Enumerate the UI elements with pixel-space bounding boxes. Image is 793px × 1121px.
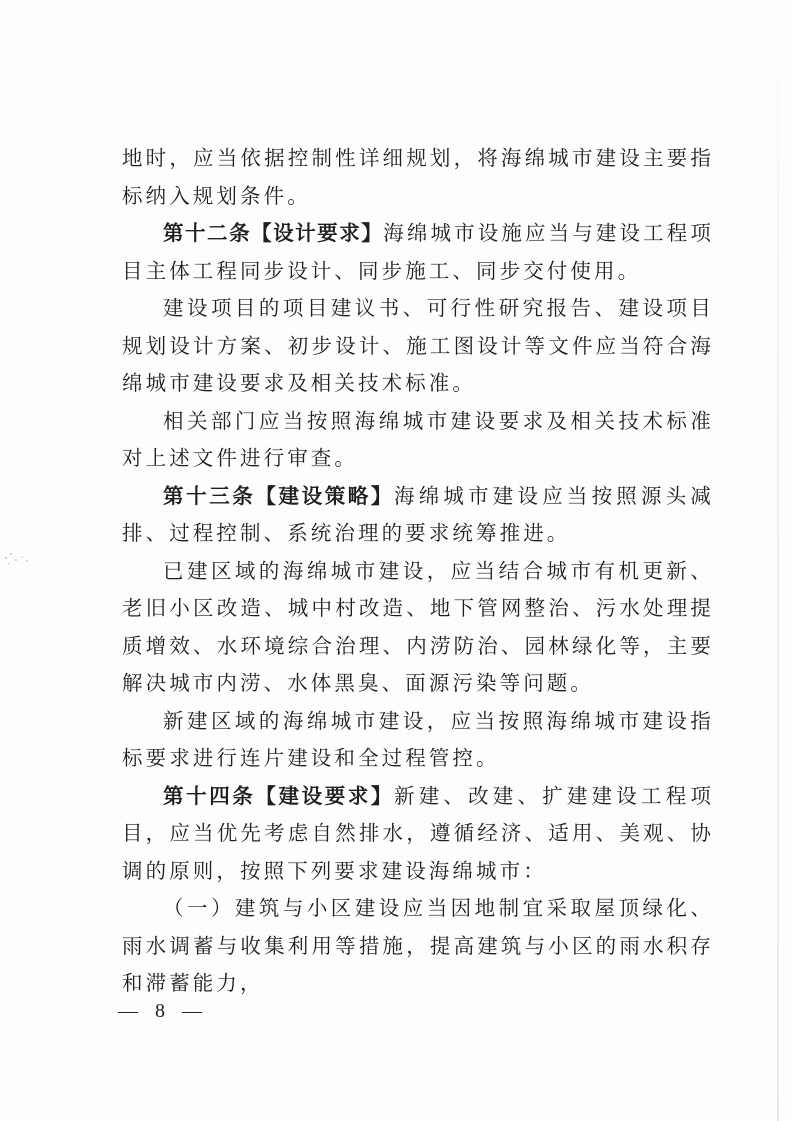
paragraph-text: 相关部门应当按照海绵城市建设要求及相关技术标准对上述文件进行审查。 bbox=[122, 408, 714, 470]
scan-speckle-mark bbox=[2, 548, 32, 578]
paragraph-review bbox=[122, 403, 714, 478]
article-13-heading: 第十三条【建设策略】 bbox=[163, 483, 394, 508]
article-14-text: 新建、改建、扩建建设工程项目，应当优先考虑自然排水，遵循经济、适用、美观、协调的原则，按照下列要求建设海绵城市： bbox=[122, 783, 714, 883]
paragraph-new-areas bbox=[122, 703, 714, 778]
article-12-paragraph bbox=[122, 215, 714, 290]
scan-edge-shadow bbox=[777, 0, 779, 1121]
paragraph-design-documents bbox=[122, 290, 714, 403]
paragraph-item-1 bbox=[122, 890, 714, 1003]
article-13-text: 海绵城市建设应当按照源头减排、过程控制、系统治理的要求统筹推进。 bbox=[122, 483, 714, 545]
article-13-paragraph bbox=[122, 478, 714, 553]
article-12-text: 海绵城市设施应当与建设工程项目主体工程同步设计、同步施工、同步交付使用。 bbox=[122, 221, 715, 283]
paragraph-existing-areas bbox=[122, 553, 714, 703]
paragraph-text: 已建区域的海绵城市建设，应当结合城市有机更新、老旧小区改造、城中村改造、地下管网整治、污水处理提质增效、水环境综合治理、内涝防治、园林绿化等，主要解决城市内涝、水体黑臭、面源污染等问题。 bbox=[122, 558, 714, 695]
paragraph-text: 新建区域的海绵城市建设，应当按照海绵城市建设指标要求进行连片建设和全过程管控。 bbox=[122, 708, 714, 770]
article-12-heading: 第十二条【设计要求】 bbox=[163, 221, 384, 245]
document-body bbox=[122, 140, 714, 1003]
paragraph-text: （一）建筑与小区建设应当因地制宜采取屋顶绿化、雨水调蓄与收集利用等措施，提高建筑与小区的雨水积存和滞蓄能力， bbox=[122, 896, 714, 995]
paragraph-text: 建设项目的项目建议书、可行性研究报告、建设项目规划设计方案、初步设计、施工图设计等文件应当符合海绵城市建设要求及相关技术标准。 bbox=[122, 296, 714, 395]
page-number: — 8 — bbox=[118, 1000, 208, 1022]
paragraph-continuation bbox=[122, 140, 714, 215]
article-14-paragraph bbox=[122, 778, 714, 891]
paragraph-text: 地时，应当依据控制性详细规划，将海绵城市建设主要指标纳入规划条件。 bbox=[122, 146, 714, 208]
article-14-heading: 第十四条【建设要求】 bbox=[163, 783, 394, 808]
